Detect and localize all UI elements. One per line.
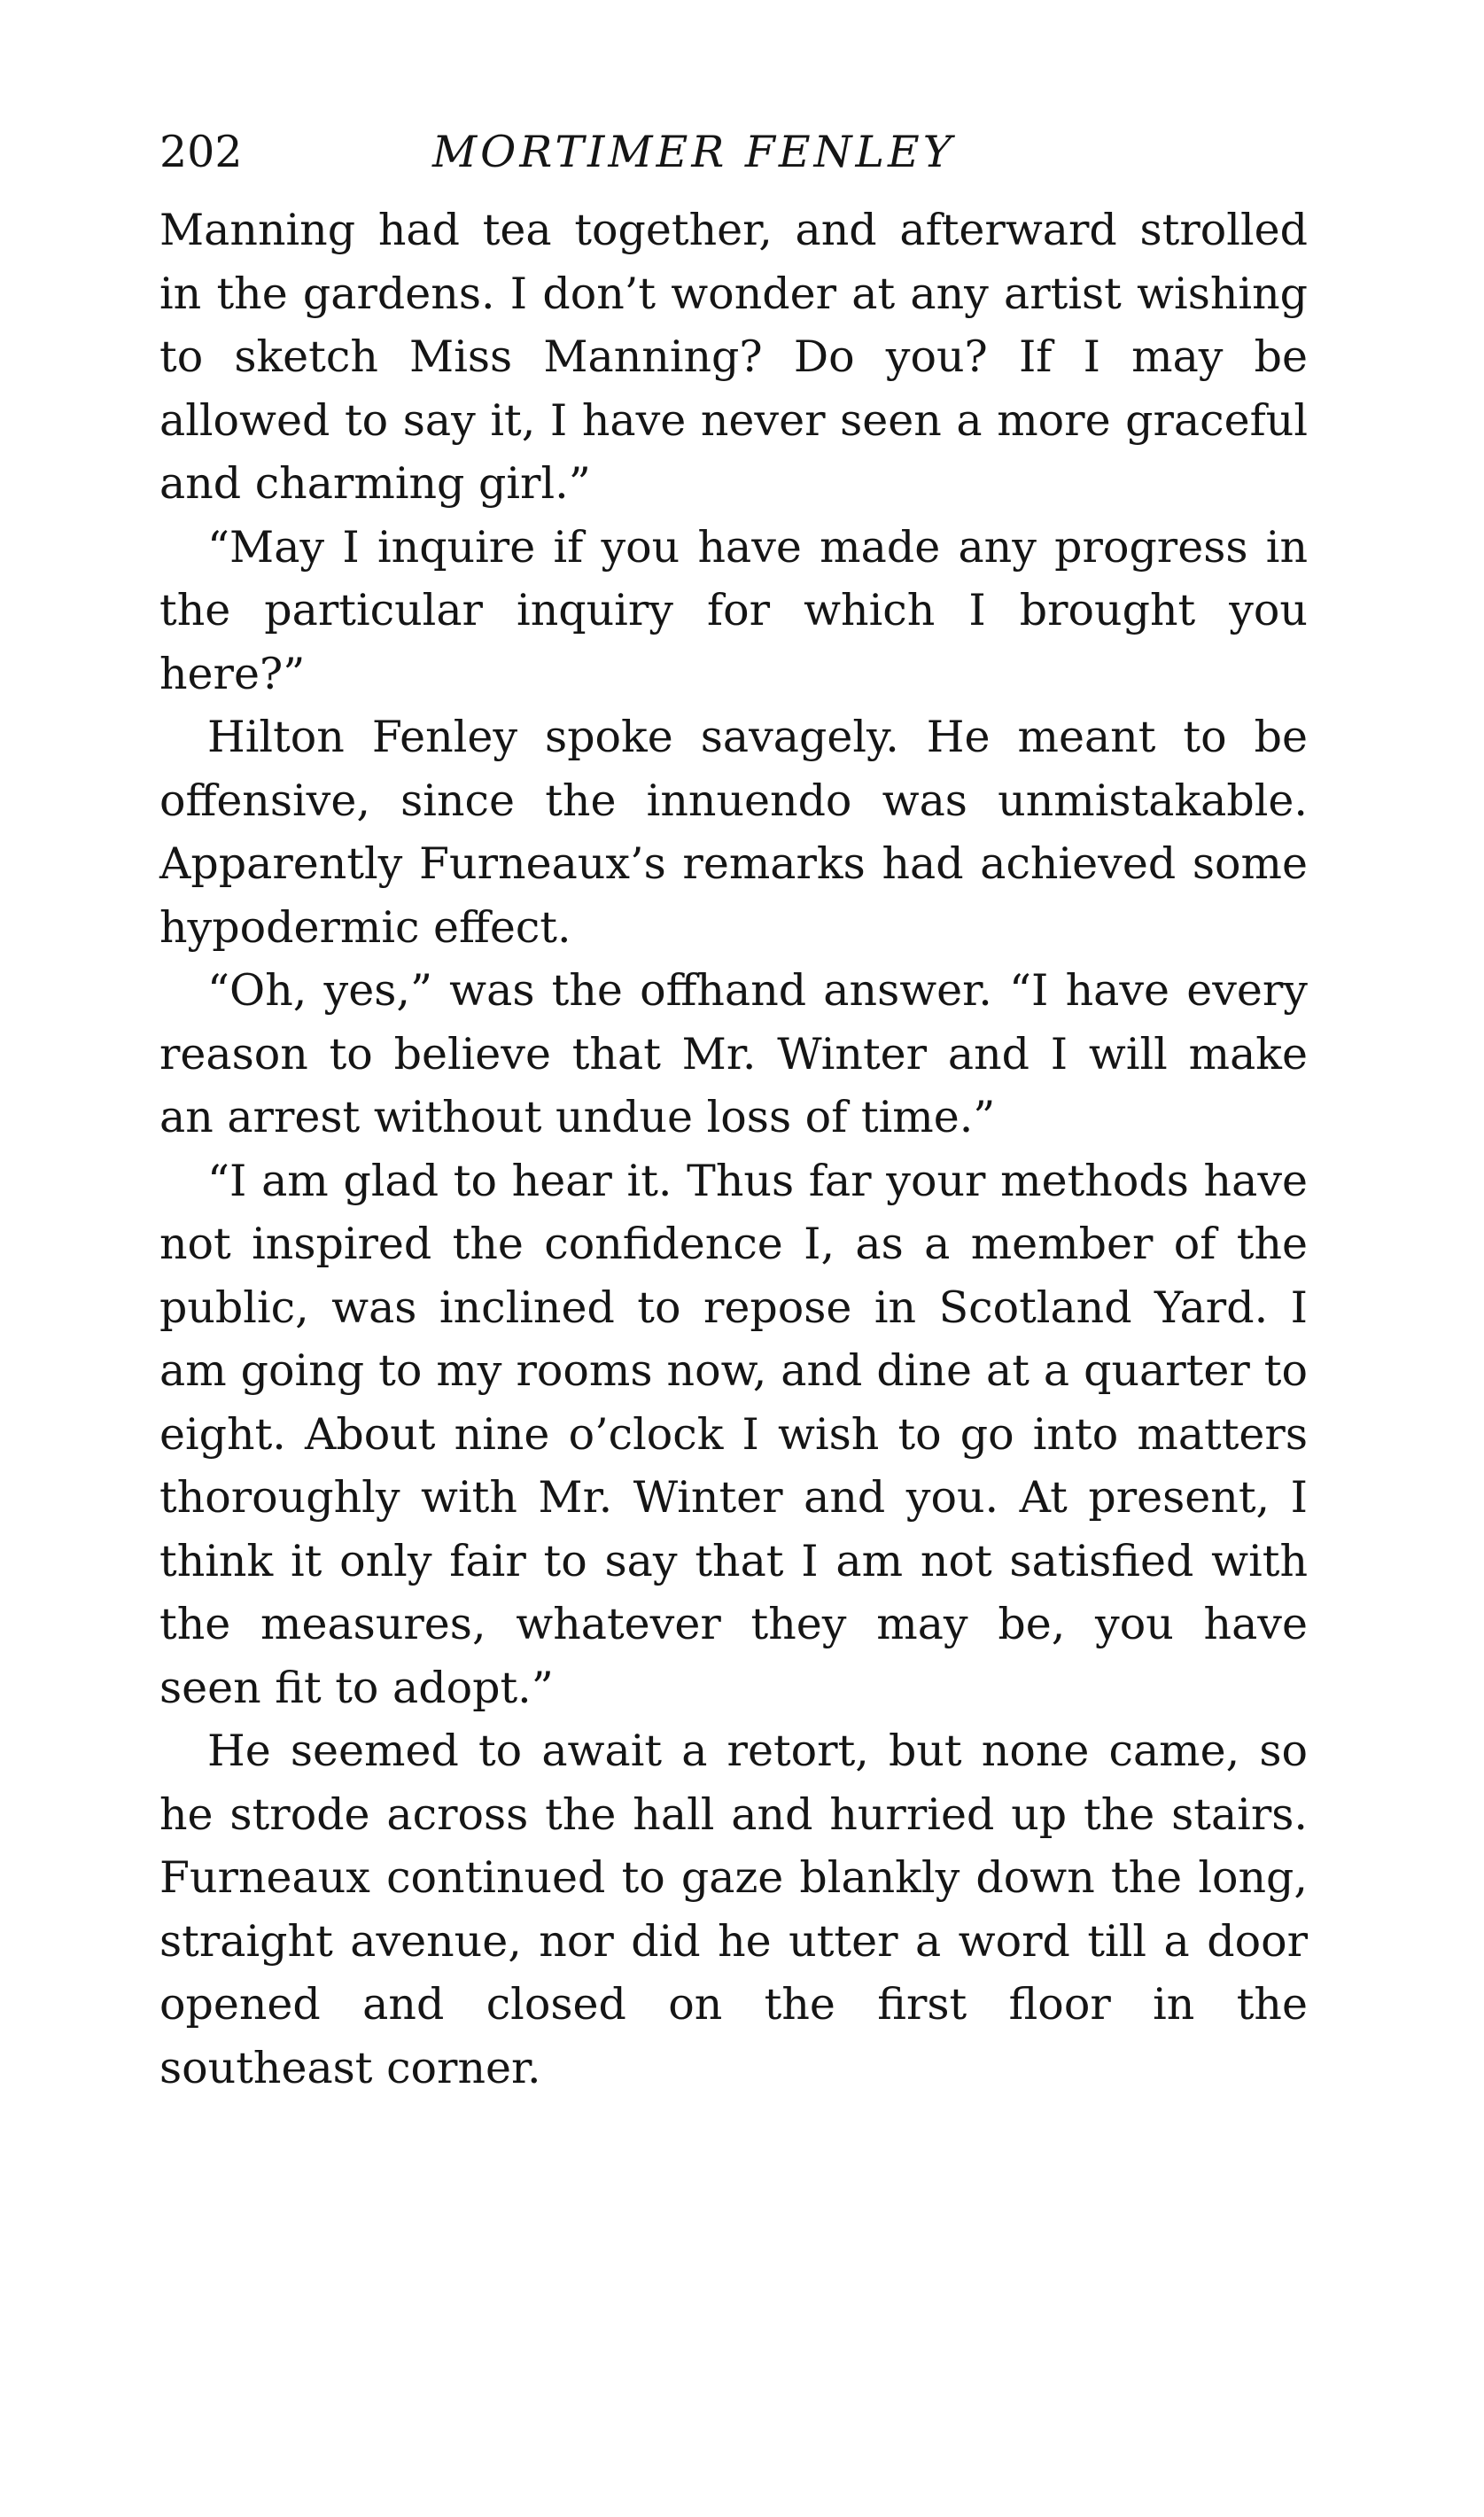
book-title: MORTIMER FENLEY	[432, 127, 956, 177]
running-head	[159, 117, 1308, 188]
page-number: 202	[159, 127, 243, 177]
paragraph: Hilton Fenley spoke savagely. He meant to be offensive, since the innuendo was unmistakable. Apparently Furneaux’s remarks had achieved some hypodermic effect.	[159, 712, 1308, 953]
paragraph: “Oh, yes,” was the offhand answer. “I have every reason to believe that Mr. Winter and I will make an arrest without undue loss of time.”	[159, 965, 1308, 1142]
paragraph: “May I inquire if you have made any progress in the particular inquiry for which I brought you here?”	[159, 521, 1308, 699]
body-text	[159, 199, 1308, 2100]
paragraph-continued: Manning had tea together, and afterward strolled in the gardens. I don’t wonder at any artist wishing to sketch Miss Manning? Do you? If I may be allowed to say it, I have never seen a more graceful and charming girl.”	[159, 205, 1308, 509]
paragraph: He seemed to await a retort, but none came, so he strode across the hall and hurried up the stairs. Furneaux continued to gaze blankly down the long, straight avenue, nor did he utter a word till a door opened and closed on the first floor in the southeast corner.	[159, 1726, 1308, 2093]
book-page	[159, 117, 1308, 2100]
paragraph: “I am glad to hear it. Thus far your methods have not inspired the confidence I, as a member of the public, was inclined to repose in Scotland Yard. I am going to my rooms now, and dine at a quarter to eight. About nine o’clock I wish to go into matters thoroughly with Mr. Winter and you. At present, I think it only fair to say that I am not satisfied with the measures, whatever they may be, you have seen fit to adopt.”	[159, 1155, 1308, 1713]
